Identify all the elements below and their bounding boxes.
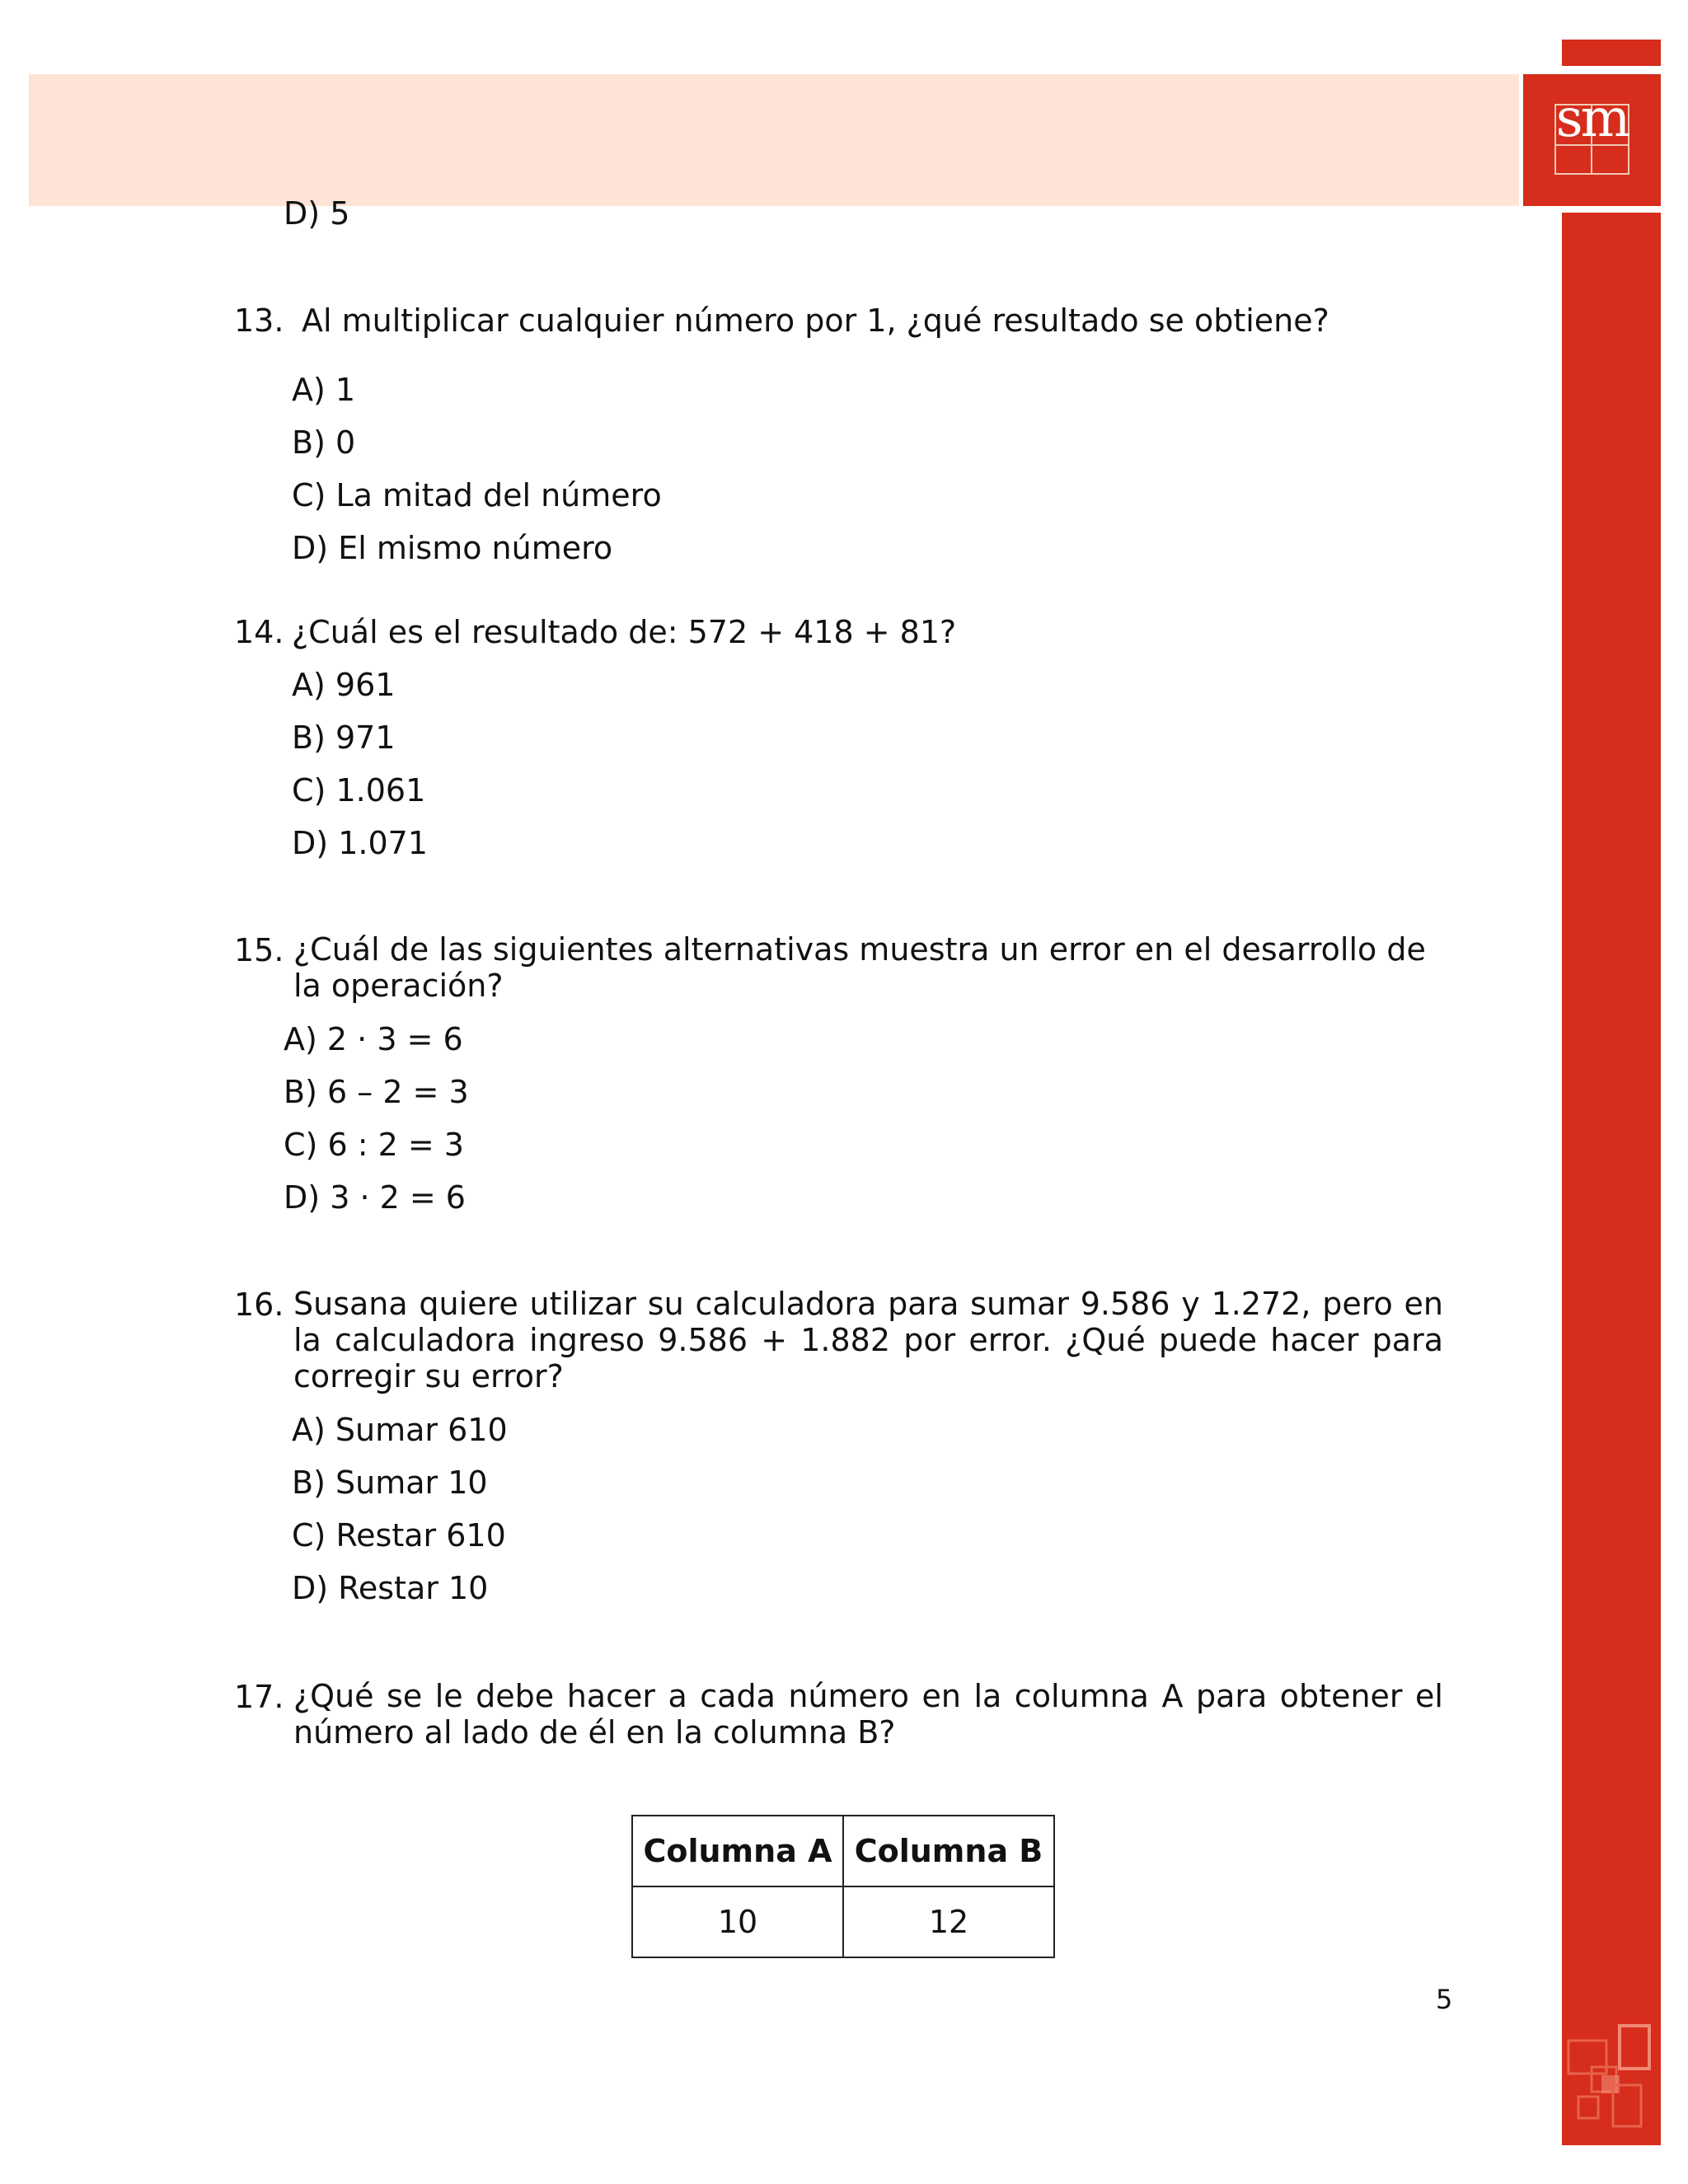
question-number: 13.	[234, 302, 284, 339]
option-a: A) 1	[292, 372, 356, 408]
question-text: ¿Cuál es el resultado de: 572 + 418 + 81?	[292, 614, 957, 650]
option-label: D)	[284, 195, 321, 232]
header-band	[29, 74, 1519, 206]
option-c: C) 6 : 2 = 3	[284, 1127, 464, 1163]
table-row	[632, 1886, 1054, 1957]
column-a-header: Columna A	[632, 1816, 843, 1886]
side-accent-bar	[1562, 213, 1661, 2145]
question-text: Susana quiere utilizar su calculadora para sumar 9.586 y 1.272, pero en la calculadora ingreso 9.586 + 1.882 por error. ¿Qué puede hacer para corregir su error?	[293, 1286, 1443, 1394]
option-a: A) Sumar 610	[292, 1412, 508, 1448]
option-b: B) 6 – 2 = 3	[284, 1074, 469, 1110]
option-a: A) 961	[292, 667, 396, 703]
sm-logo	[1523, 74, 1661, 206]
option-c: C) 1.061	[292, 772, 426, 808]
option-b: B) 971	[292, 719, 396, 756]
table-header-row	[632, 1816, 1054, 1886]
logo-text: sm	[1555, 88, 1629, 149]
side-accent-top	[1562, 40, 1661, 66]
option-c: C) Restar 610	[292, 1517, 506, 1554]
carryover-option	[284, 194, 349, 232]
question-number: 17.	[234, 1679, 284, 1715]
columns-table	[631, 1815, 1055, 1958]
question-text: ¿Qué se le debe hacer a cada número en la columna A para obtener el número al lado de él en la columna B?	[293, 1678, 1443, 1750]
option-d: D) El mismo número	[292, 530, 613, 566]
table-cell: 12	[843, 1886, 1054, 1957]
decorative-squares-icon	[1562, 2018, 1661, 2145]
question-number: 14.	[234, 614, 284, 650]
question-number: 15.	[234, 932, 284, 968]
option-c: C) La mitad del número	[292, 477, 662, 513]
option-d: D) 3 · 2 = 6	[284, 1179, 466, 1216]
question-text: Al multiplicar cualquier número por 1, ¿qué resultado se obtiene?	[302, 302, 1329, 339]
question-number: 16.	[234, 1286, 284, 1323]
question-text: ¿Cuál de las siguientes alternativas muestra un error en el desarrollo de la operación?	[293, 931, 1426, 1004]
option-a: A) 2 · 3 = 6	[284, 1021, 463, 1057]
column-b-header: Columna B	[843, 1816, 1054, 1886]
option-b: B) Sumar 10	[292, 1465, 488, 1501]
table-cell: 10	[632, 1886, 843, 1957]
option-b: B) 0	[292, 424, 356, 461]
option-text: 5	[330, 195, 350, 232]
option-d: D) Restar 10	[292, 1570, 489, 1606]
page-number: 5	[1436, 1984, 1453, 2015]
option-d: D) 1.071	[292, 825, 428, 861]
